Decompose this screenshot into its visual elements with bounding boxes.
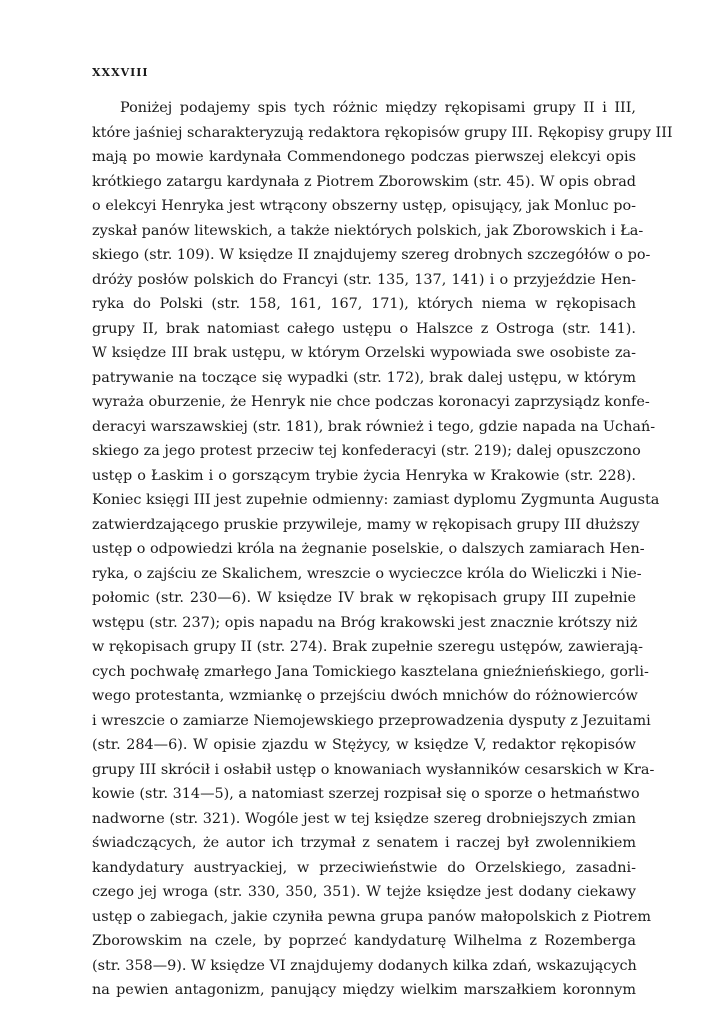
text-line: (str. 284—6). W opisie zjazdu w Stężycy, w księdze V, redaktor rękopisów [92, 737, 636, 753]
text-line: grupy II, brak natomiast całego ustępu o Halszce z Ostroga (str. 141). [92, 320, 636, 337]
text-line: ryka, o zajściu ze Skalichem, wreszcie o wycieczce króla do Wieliczki i Nie- [92, 565, 642, 582]
text-line: grupy III skrócił i osłabił ustęp o knowaniach wysłanników cesarskich w Kra- [92, 761, 655, 778]
text-line: w rękopisach grupy II (str. 274). Brak zupełnie szeregu ustępów, zawierają- [92, 639, 644, 655]
text-line: Poniżej podajemy spis tych różnic między rękopisami grupy II i III, [120, 100, 636, 116]
text-line: skiego (str. 109). W księdze II znajdujemy szereg drobnych szczegółów o po- [92, 247, 651, 263]
text-line: wstępu (str. 237); opis napadu na Bróg krakowski jest znacznie krótszy niż [92, 614, 638, 631]
text-line: nadworne (str. 321). Wogóle jest w tej księdze szereg drobniejszych zmian [92, 810, 636, 827]
text-line: skiego za jego protest przeciw tej konfederacyi (str. 219); dalej opuszczono [92, 443, 641, 459]
body-text [92, 96, 673, 1003]
text-line: wego protestanta, wzmiankę o przejściu dwóch mnichów do różnowierców [92, 688, 638, 704]
text-line: patrywanie na toczące się wypadki (str. 172), brak dalej ustępu, w którym [92, 369, 636, 386]
text-line: o elekcyi Henryka jest wtrącony obszerny ustęp, opisujący, jak Monluc po- [92, 198, 636, 214]
text-line: ustęp o zabiegach, jakie czyniła pewna grupa panów małopolskich z Piotrem [92, 908, 652, 925]
text-line: wyraża oburzenie, że Henryk nie chce podczas koronacyi zaprzysiądz konfe- [92, 394, 650, 410]
text-line: W księdze III brak ustępu, w którym Orzelski wypowiada swe osobiste za- [92, 345, 636, 361]
text-line: ustęp o Łaskim i o gorszącym trybie życia Henryka w Krakowie (str. 228). [92, 467, 636, 484]
text-line: i wreszcie o zamiarze Niemojewskiego przeprowadzenia dysputy z Jezuitami [92, 712, 651, 729]
text-line: dróży posłów polskich do Francyi (str. 135, 137, 141) i o przyjeździe Hen- [92, 271, 636, 288]
text-line: zatwierdzającego pruskie przywileje, mamy w rękopisach grupy III dłuższy [92, 516, 640, 533]
text-line: deracyi warszawskiej (str. 181), brak również i tego, gdzie napada na Uchań- [92, 418, 656, 435]
text-line: czego jej wroga (str. 330, 350, 351). W tejże księdze jest dodany ciekawy [92, 884, 636, 900]
text-line: cych pochwałę zmarłego Jana Tomickiego kasztelana gnieźnieńskiego, gorli- [92, 663, 649, 680]
text-line: kandydatury austryackiej, w przeciwieństwie do Orzelskiego, zasadni- [92, 859, 636, 876]
text-line: kowie (str. 314—5), a natomiast szerzej rozpisał się o sporze o hetmaństwo [92, 786, 640, 802]
text-line: zyskał panów litewskich, a także niektórych polskich, jak Zborowskich i Ła- [92, 222, 644, 239]
text-line: na pewien antagonizm, panujący między wielkim marszałkiem koronnym [92, 982, 636, 998]
text-line: Zborowskim na czele, by poprzeć kandydaturę Wilhelma z Rozemberga [92, 933, 636, 949]
text-line: (str. 358—9). W księdze VI znajdujemy dodanych kilka zdań, wskazujących [92, 957, 637, 974]
text-line: świadczących, że autor ich trzymał z senatem i raczej był zwolennikiem [92, 835, 636, 851]
text-line: połomic (str. 230—6). W księdze IV brak w rękopisach grupy III zupełnie [92, 590, 636, 606]
text-line: krótkiego zatargu kardynała z Piotrem Zborowskim (str. 45). W opis obrad [92, 173, 636, 190]
text-line: ryka do Polski (str. 158, 161, 167, 171), których niema w rękopisach [92, 296, 636, 312]
text-line: ustęp o odpowiedzi króla na żegnanie poselskie, o dalszych zamiarach Hen- [92, 541, 645, 557]
text-line: mają po mowie kardynała Commendonego podczas pierwszej elekcyi opis [92, 149, 636, 165]
text-line: Koniec księgi III jest zupełnie odmienny: zamiast dyplomu Zygmunta Augusta [92, 492, 660, 508]
page-number-header: XXXVIII [92, 66, 149, 79]
text-line: które jaśniej scharakteryzują redaktora rękopisów grupy III. Rękopisy grupy III [92, 124, 673, 141]
